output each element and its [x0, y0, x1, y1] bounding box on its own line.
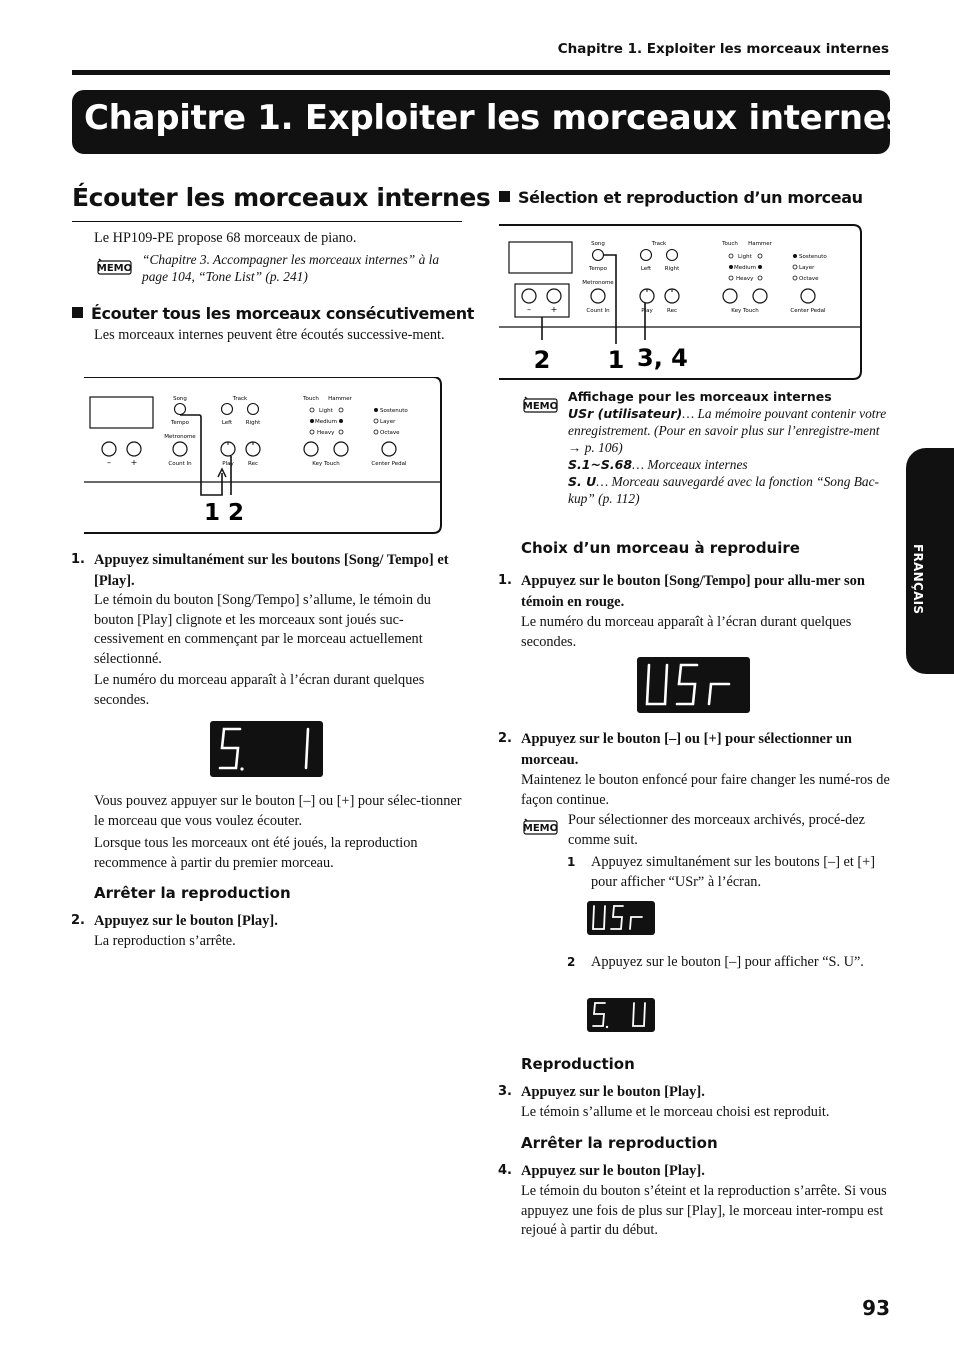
figure-callout-1: 1	[607, 346, 625, 374]
svg-text:Octave: Octave	[380, 430, 400, 436]
svg-text:–: –	[527, 305, 531, 314]
step-1-title: 1. Appuyez simultanément sur les boutons [Song/ Tempo] et [Play].	[71, 552, 449, 589]
lcd-display-s1	[210, 721, 323, 777]
intro-text: Le HP109-PE propose 68 morceaux de piano.	[94, 230, 357, 246]
svg-text:Song: Song	[173, 396, 187, 402]
stop-heading: Arrêter la reproduction	[94, 884, 291, 902]
right-subsection-title: Sélection et reproduction d’un morceau	[499, 188, 863, 207]
memo-icon	[96, 256, 132, 276]
svg-text:Touch: Touch	[722, 241, 738, 247]
svg-text:Track: Track	[232, 396, 248, 402]
page-number: 93	[862, 1296, 890, 1320]
right-step-1-title: 1. Appuyez sur le bouton [Song/Tempo] pour allu-mer son témoin en rouge.	[498, 573, 865, 610]
reproduction-heading: Reproduction	[521, 1055, 635, 1073]
svg-text:Right: Right	[664, 266, 680, 272]
header-rule	[72, 70, 890, 75]
svg-text:MEMO: MEMO	[96, 263, 132, 274]
language-tab-label: FRANÇAIS	[911, 544, 925, 615]
svg-text:Key Touch: Key Touch	[312, 461, 340, 467]
svg-text:Track: Track	[651, 241, 667, 247]
svg-text:Layer: Layer	[799, 265, 815, 271]
svg-text:Center Pedal: Center Pedal	[790, 308, 826, 314]
svg-text:Hammer: Hammer	[748, 241, 772, 247]
language-tab	[906, 448, 954, 674]
memo-usr: USr (utilisateur)… La mémoire pouvant contenir votre enregistrement. (Pour en savoir plus sur l’enregistre-ment → p. 106)	[568, 406, 887, 455]
substep-1: 1 Appuyez simultanément sur les boutons [–] et [+] pour afficher “USr” à l’écran.	[567, 854, 876, 890]
svg-text:Metronome: Metronome	[164, 434, 196, 440]
figure-callout-2: 2	[533, 346, 551, 374]
restart-text: Lorsque tous les morceaux ont été joués, la reproduction recommence à partir du premier morceau.	[94, 835, 418, 871]
svg-text:Count In: Count In	[168, 461, 192, 467]
choose-heading: Choix d’un morceau à reproduire	[521, 539, 800, 557]
right-stop-heading: Arrêter la reproduction	[521, 1134, 718, 1152]
svg-text:Rec: Rec	[667, 308, 677, 314]
svg-text:Tempo: Tempo	[588, 266, 608, 272]
memo-title: Affichage pour les morceaux internes	[568, 389, 832, 404]
lcd-display-su	[587, 998, 655, 1032]
running-header: Chapitre 1. Exploiter les morceaux internes	[557, 41, 889, 57]
svg-text:Medium: Medium	[734, 265, 756, 271]
step-1-body-display: Le numéro du morceau apparaît à l’écran durant quelques secondes.	[94, 672, 425, 708]
after-display-text: Vous pouvez appuyer sur le bouton [–] ou [+] pour sélec-tionner le morceau que vous voulez écouter.	[94, 793, 462, 829]
svg-text:Song: Song	[591, 241, 605, 247]
svg-text:Touch: Touch	[303, 396, 319, 402]
memo-su: S. U… Morceau sauvegardé avec la fonction “Song Bac-kup” (p. 112)	[568, 474, 880, 506]
svg-text:Play: Play	[641, 308, 653, 314]
svg-text:Left: Left	[221, 420, 233, 426]
svg-text:Hammer: Hammer	[328, 396, 352, 402]
section-title: Écouter les morceaux internes	[72, 183, 491, 212]
step-2-title: 2. Appuyez sur le bouton [Play].	[71, 913, 278, 929]
right-step-4-title: 4. Appuyez sur le bouton [Play].	[498, 1163, 705, 1179]
svg-text:Metronome: Metronome	[582, 280, 614, 286]
memo-icon	[522, 816, 558, 836]
svg-text:Light: Light	[738, 254, 752, 260]
svg-text:MEMO: MEMO	[522, 823, 558, 834]
svg-text:Center Pedal: Center Pedal	[371, 461, 407, 467]
svg-text:Layer: Layer	[380, 419, 396, 425]
svg-text:Sostenuto: Sostenuto	[380, 408, 408, 414]
svg-text:Heavy: Heavy	[317, 430, 335, 436]
step-1-body: Le témoin du bouton [Song/Tempo] s’allume, le témoin du bouton [Play] clignote et les morceaux sont joués suc-cessivement en commençant par le morceau actuellement sélectionné.	[94, 592, 431, 667]
control-panel-figure-2	[499, 224, 863, 381]
figure-callout-34: 3, 4	[637, 344, 688, 372]
svg-text:Medium: Medium	[315, 419, 337, 425]
svg-text:Sostenuto: Sostenuto	[799, 254, 827, 260]
section-rule	[72, 221, 462, 222]
lcd-display-usr	[637, 657, 750, 713]
right-step-4-body: Le témoin du bouton s’éteint et la reproduction s’arrête. Si vous appuyez une fois de plus sur [Play], le morceau inter-rompu est rejoué à partir du début.	[521, 1183, 887, 1238]
square-bullet-icon	[72, 307, 83, 318]
right-step-2-body: Maintenez le bouton enfoncé pour faire changer les numé-ros de façon continue.	[521, 772, 890, 808]
subsection-text: Les morceaux internes peuvent être écoutés successive-ment.	[94, 327, 445, 343]
right-step-3-body: Le témoin s’allume et le morceau choisi est reproduit.	[521, 1104, 830, 1120]
substep-2: 2 Appuyez sur le bouton [–] pour afficher “S. U”.	[567, 954, 864, 970]
square-bullet-icon	[499, 191, 510, 202]
control-panel-figure	[84, 377, 444, 534]
svg-text:Count In: Count In	[586, 308, 610, 314]
right-step-3-title: 3. Appuyez sur le bouton [Play].	[498, 1084, 705, 1100]
svg-text:Rec: Rec	[248, 461, 258, 467]
memo-reference: “Chapitre 3. Accompagner les morceaux internes” à la page 104, “Tone List” (p. 241)	[142, 252, 440, 284]
lcd-display-usr-small	[587, 901, 655, 935]
chapter-banner	[72, 90, 906, 154]
memo-icon	[522, 394, 558, 414]
memo-s: S.1~S.68… Morceaux internes	[568, 457, 748, 472]
memo-archived: Pour sélectionner des morceaux archivés, procé-dez comme suit.	[568, 812, 865, 848]
svg-text:Play: Play	[222, 461, 234, 467]
svg-text:Tempo: Tempo	[170, 420, 190, 426]
svg-text:MEMO: MEMO	[522, 401, 558, 412]
svg-text:Heavy: Heavy	[736, 276, 754, 282]
svg-text:Light: Light	[319, 408, 333, 414]
svg-text:+: +	[550, 305, 558, 314]
svg-text:–: –	[107, 458, 111, 467]
svg-text:Octave: Octave	[799, 276, 819, 282]
step-2-body: La reproduction s’arrête.	[94, 933, 236, 949]
svg-text:Left: Left	[640, 266, 652, 272]
right-step-2-title: 2. Appuyez sur le bouton [–] ou [+] pour sélectionner un morceau.	[498, 731, 852, 768]
svg-text:Key Touch: Key Touch	[731, 308, 759, 314]
right-step-1-body: Le numéro du morceau apparaît à l’écran durant quelques secondes.	[521, 614, 852, 650]
svg-text:Right: Right	[245, 420, 261, 426]
figure-callout: 1 2	[203, 500, 245, 526]
svg-text:+: +	[130, 458, 138, 467]
subsection-title: Écouter tous les morceaux consécutivement	[72, 304, 474, 323]
chapter-title: Chapitre 1. Exploiter les morceaux internes	[84, 98, 906, 138]
